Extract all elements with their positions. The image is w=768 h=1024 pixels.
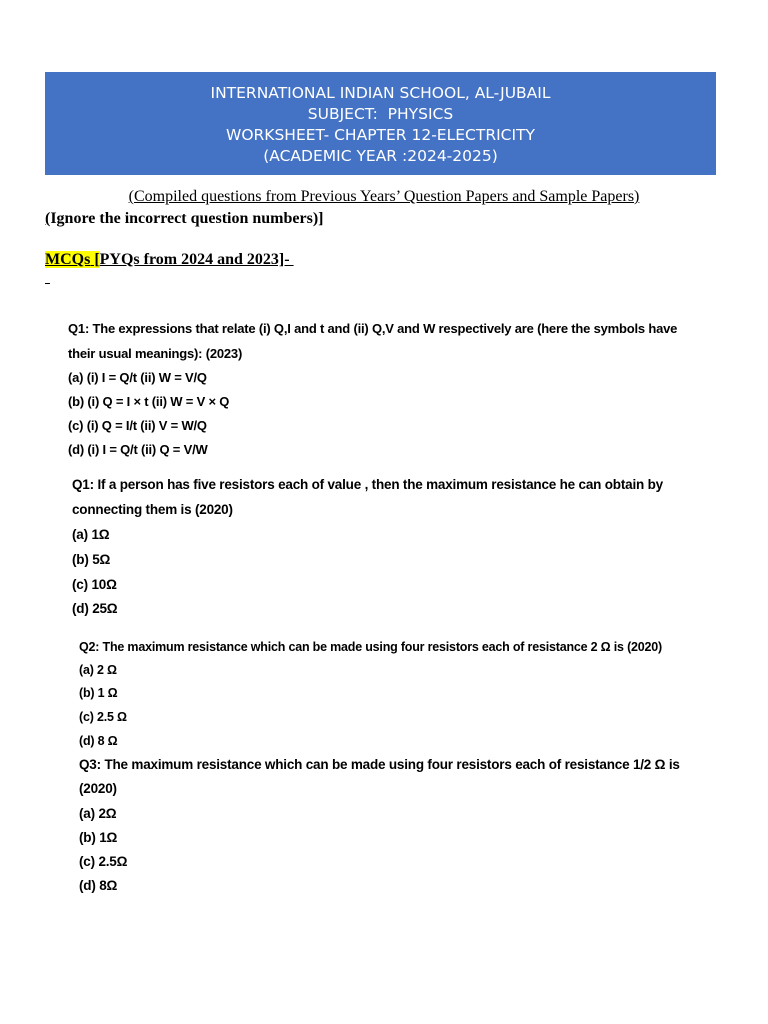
q2-option-a: (a) 2 Ω: [79, 663, 117, 677]
ignore-note-text: Ignore the incorrect question numbers)]: [50, 210, 324, 227]
q1a-stem-line1: Q1: The expressions that relate (i) Q,I and t and (ii) Q,V and W respectively are (here the symbols have: [68, 321, 678, 336]
q1b-stem-line2: connecting them is (2020): [72, 502, 233, 517]
ignore-note: [45, 210, 324, 228]
mcqs-label: MCQs: [45, 251, 91, 268]
q1a-option-a: (a) (i) I = Q/t (ii) W = V/Q: [68, 370, 207, 385]
academic-year: (ACADEMIC YEAR :2024-2025): [263, 147, 498, 165]
header-banner: [45, 72, 716, 175]
q1b-option-a: (a) 1Ω: [72, 527, 110, 542]
q1b-option-d: (d) 25Ω: [72, 601, 118, 616]
section-heading: [45, 251, 294, 269]
q3-option-c: (c) 2.5Ω: [79, 854, 128, 869]
worksheet-title: WORKSHEET- CHAPTER 12-ELECTRICITY: [226, 126, 535, 144]
q2-option-b: (b) 1 Ω: [79, 686, 118, 700]
q1b-option-b: (b) 5Ω: [72, 552, 111, 567]
q1a-option-d: (d) (i) I = Q/t (ii) Q = V/W: [68, 442, 208, 457]
q2-stem: Q2: The maximum resistance which can be made using four resistors each of resistance 2 Ω is (2020): [79, 640, 663, 654]
q1b-stem-line1: Q1: If a person has five resistors each of value , then the maximum resistance he can obtain by: [72, 477, 663, 492]
ignore-note-open: (: [45, 210, 51, 227]
q3-option-d: (d) 8Ω: [79, 878, 118, 893]
q3-option-b: (b) 1Ω: [79, 830, 118, 845]
q3-stem-line2: (2020): [79, 781, 117, 796]
compiled-note: (Compiled questions from Previous Years’ Question Papers and Sample Papers): [128, 188, 640, 205]
q1a-stem-line2: their usual meanings): (2023): [68, 346, 243, 361]
q1b-option-c: (c) 10Ω: [72, 577, 117, 592]
mcqs-bracket: [: [90, 251, 100, 268]
q2-option-d: (d) 8 Ω: [79, 734, 118, 748]
q1a-option-b: (b) (i) Q = I × t (ii) W = V × Q: [68, 394, 230, 409]
subject-title: SUBJECT: PHYSICS: [307, 105, 454, 123]
q3-option-a: (a) 2Ω: [79, 806, 117, 821]
school-name: INTERNATIONAL INDIAN SCHOOL, AL-JUBAIL: [210, 84, 551, 102]
underline-mark: [45, 283, 50, 284]
pyqs-label: PYQs from 2024 and 2023]-: [99, 251, 294, 268]
q1a-option-c: (c) (i) Q = I/t (ii) V = W/Q: [68, 418, 207, 433]
q2-option-c: (c) 2.5 Ω: [79, 710, 127, 724]
q3-stem-line1: Q3: The maximum resistance which can be made using four resistors each of resistance 1/2 Ω is: [79, 757, 680, 772]
